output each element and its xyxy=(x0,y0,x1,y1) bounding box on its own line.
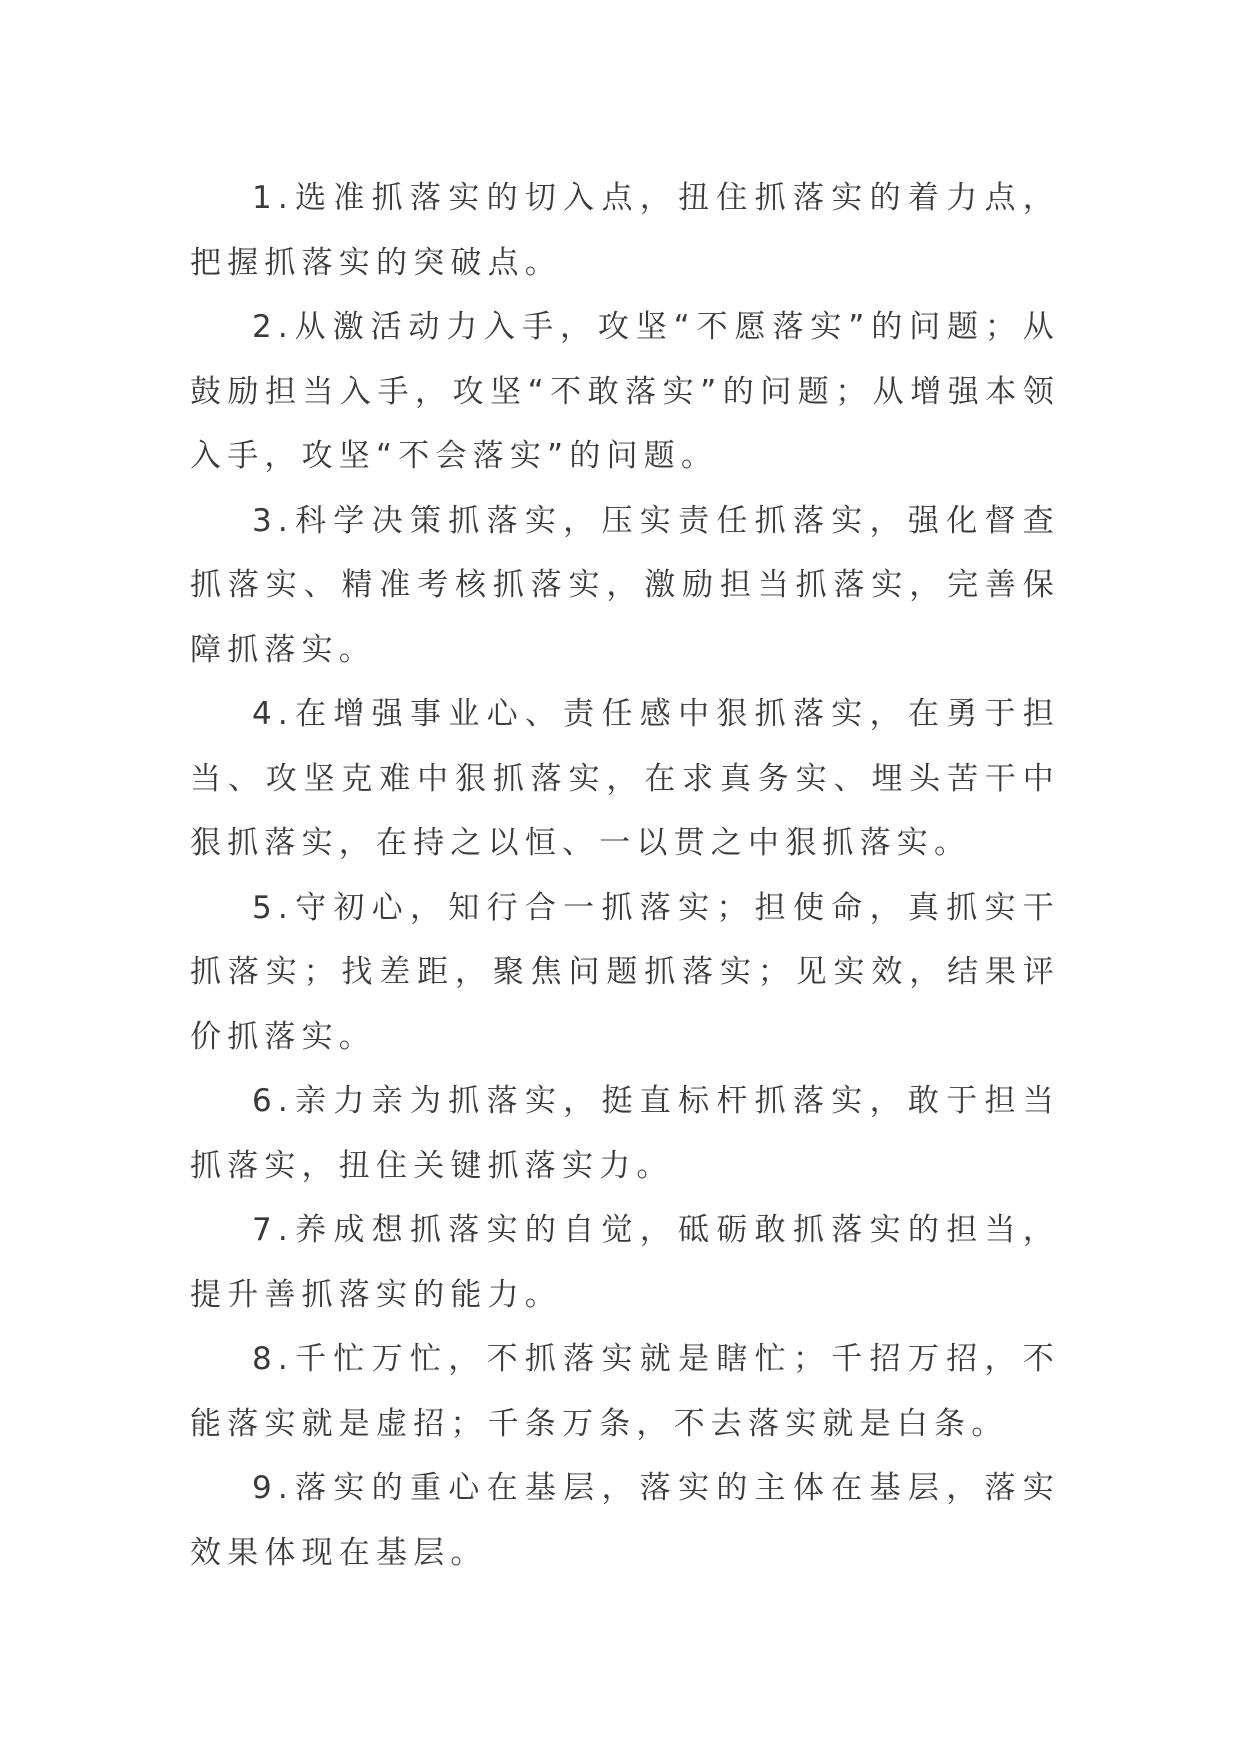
paragraph-8: 8.千忙万忙，不抓落实就是瞎忙；千招万招，不能落实就是虚招；千条万条，不去落实就是白条。 xyxy=(190,1341,1060,1442)
paragraph-2: 2.从激活动力入手，攻坚“不愿落实”的问题；从鼓励担当入手，攻坚“不敢落实”的问题；从增强本领入手，攻坚“不会落实”的问题。 xyxy=(190,309,1060,474)
paragraph-5: 5.守初心，知行合一抓落实；担使命，真抓实干抓落实；找差距，聚焦问题抓落实；见实效，结果评价抓落实。 xyxy=(190,889,1060,1055)
document-body xyxy=(190,166,1060,1585)
paragraph-4: 4.在增强事业心、责任感中狠抓落实，在勇于担当、攻坚克难中狠抓落实，在求真务实、埋头苦干中狠抓落实，在持之以恒、一以贯之中狠抓落实。 xyxy=(190,696,1060,861)
paragraph-6: 6.亲力亲为抓落实，挺直标杆抓落实，敢于担当抓落实，扭住关键抓落实力。 xyxy=(190,1083,1060,1184)
paragraph-1: 1.选准抓落实的切入点，扭住抓落实的着力点，把握抓落实的突破点。 xyxy=(190,180,1060,281)
paragraph-7: 7.养成想抓落实的自觉，砥砺敢抓落实的担当，提升善抓落实的能力。 xyxy=(190,1212,1060,1313)
paragraph-3: 3.科学决策抓落实，压实责任抓落实，强化督查抓落实、精准考核抓落实，激励担当抓落实，完善保障抓落实。 xyxy=(190,502,1060,668)
paragraph-9: 9.落实的重心在基层，落实的主体在基层，落实效果体现在基层。 xyxy=(190,1470,1060,1571)
